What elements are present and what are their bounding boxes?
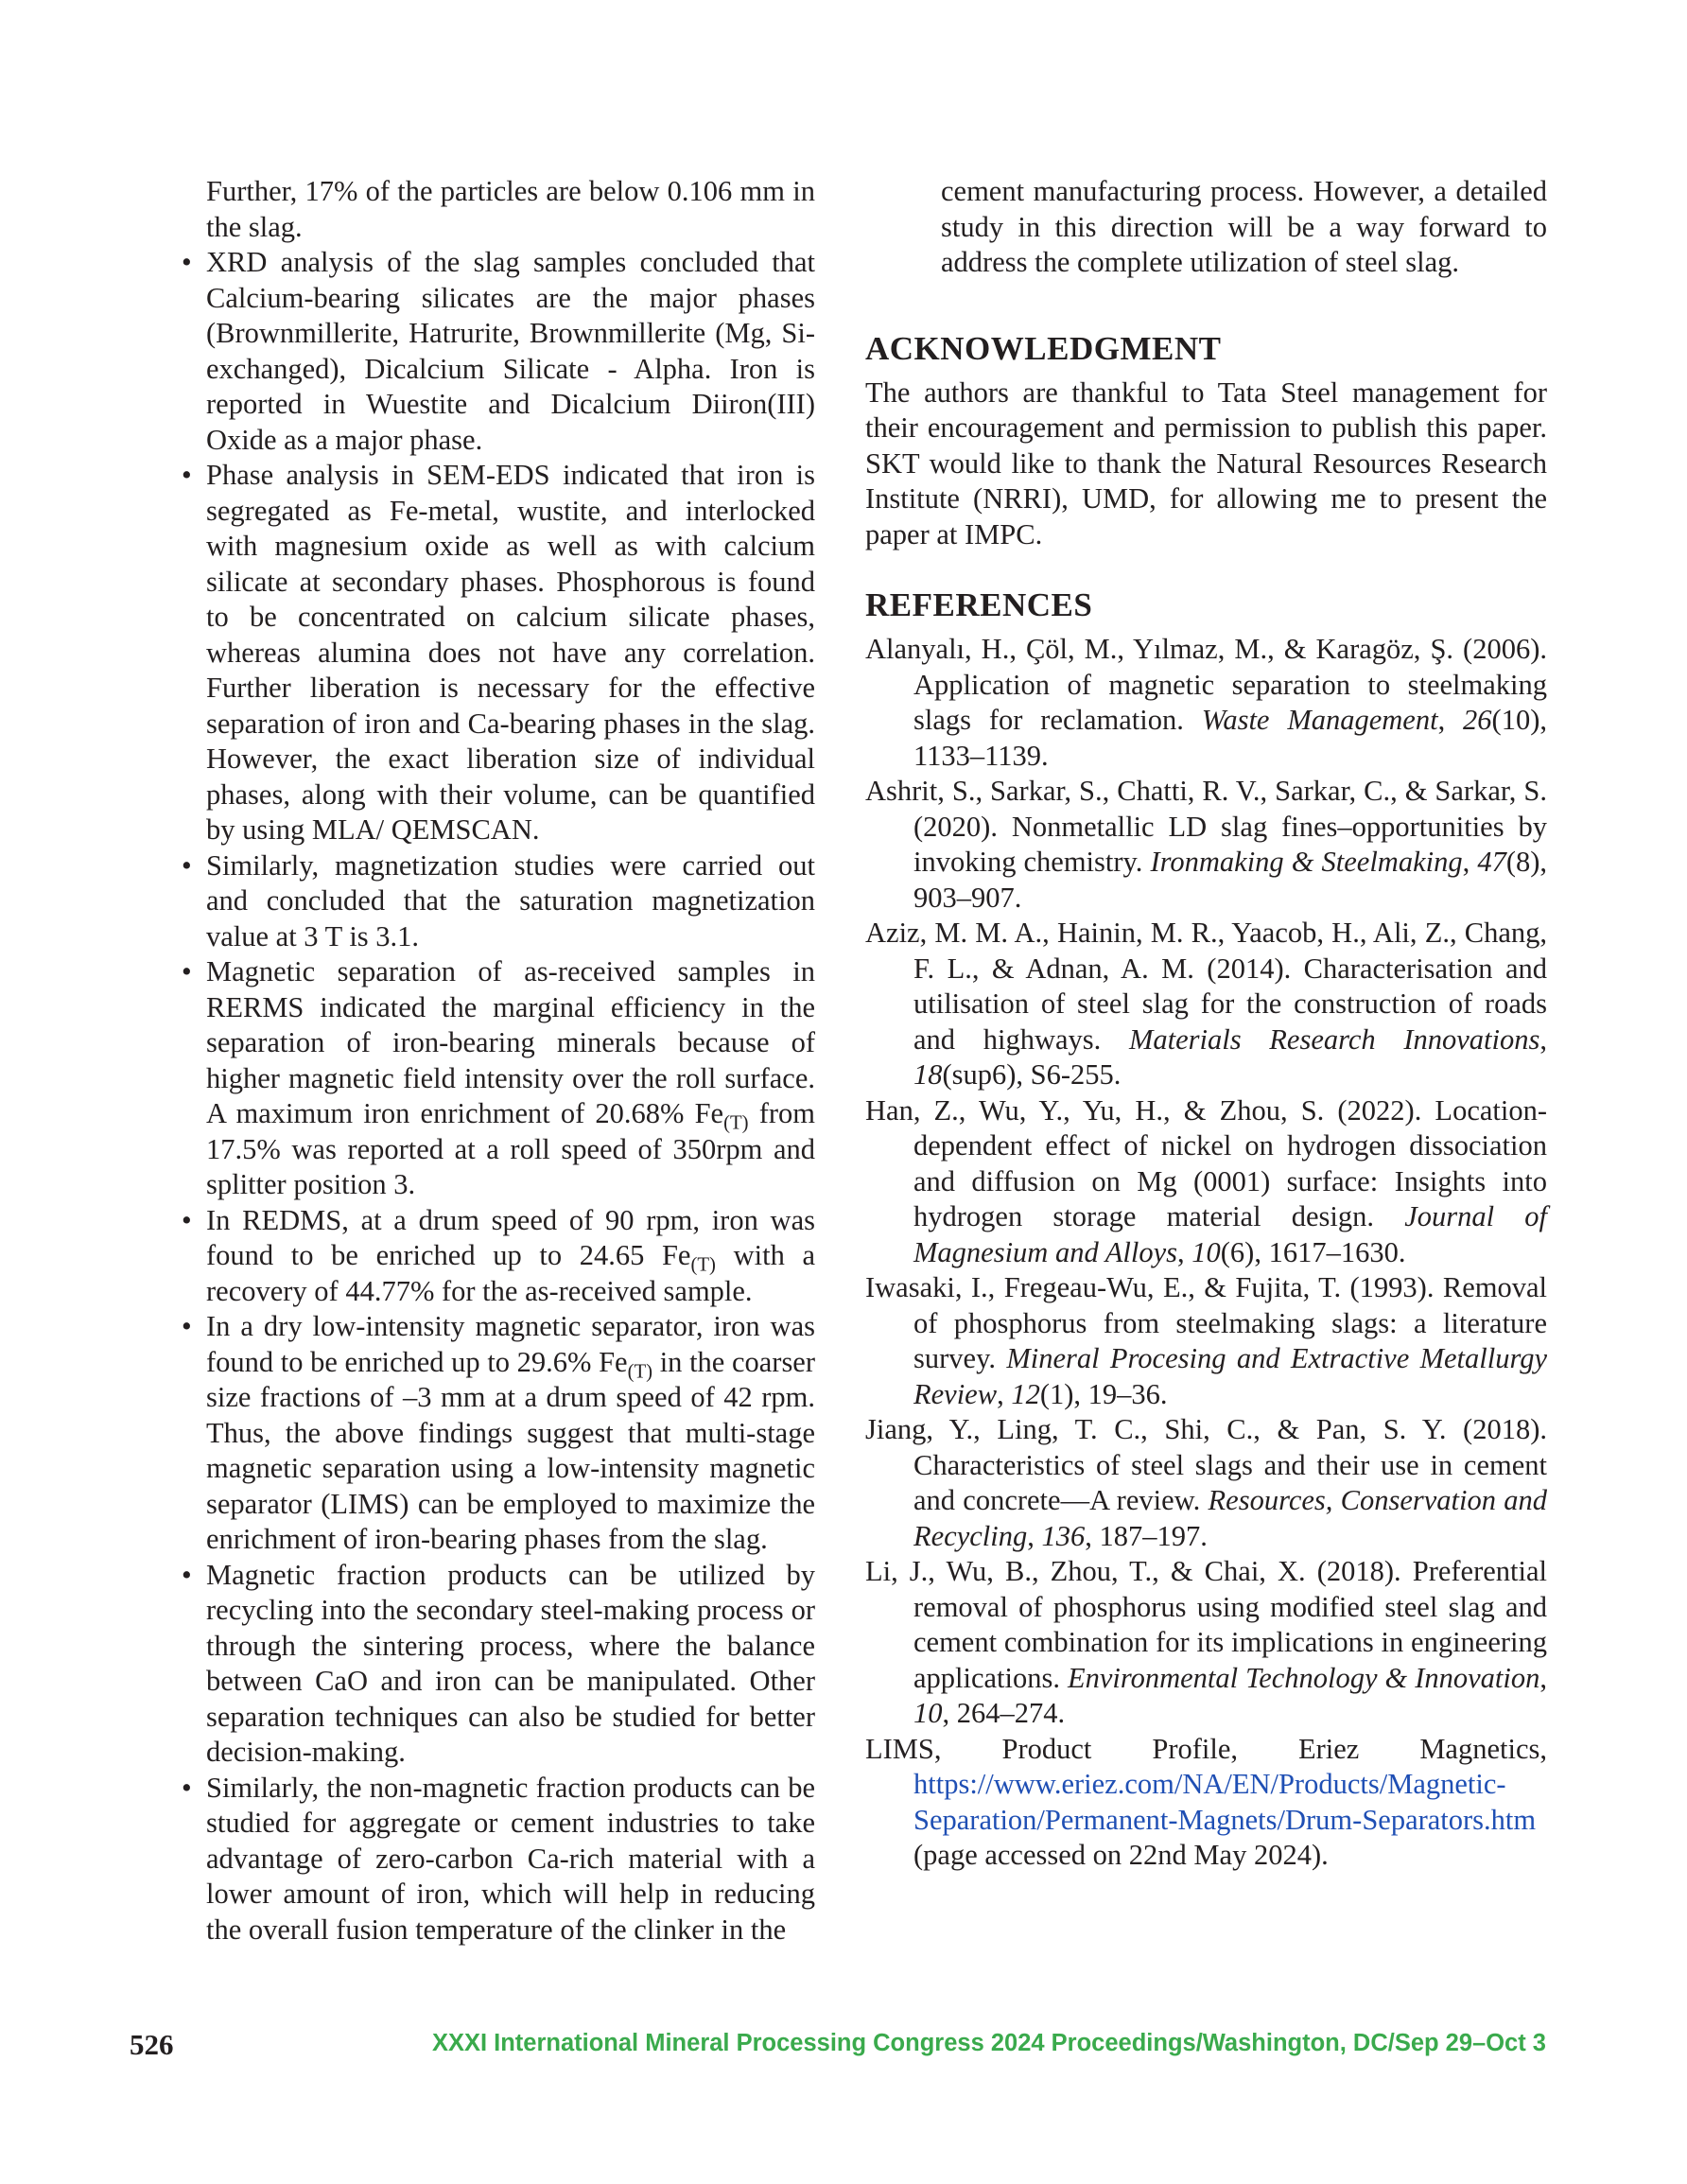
reference-item: LIMS, Product Profile, Eriez Magnetics, https://www.eriez.com/NA/EN/Products/Magnetic-Separation/Permanent-Magnets/Drum-Separators.htm (page accessed on 22nd May 2024).: [865, 1732, 1547, 1871]
intro-continuation: Further, 17% of the particles are below 0.106 mm in the slag.: [206, 175, 815, 243]
bullet-marker: •: [182, 1203, 192, 1236]
acknowledgment-heading: ACKNOWLEDGMENT: [865, 329, 1222, 367]
acknowledgment-text: The authors are thankful to Tata Steel management for their encouragement and permission to publish this paper. SKT would like to thank the Natural Resources Research Institute (NRRI), UMD, for allowing me to present the paper at IMPC.: [865, 376, 1547, 550]
list-item: • Similarly, magnetization studies were carried out and concluded that the saturation magnetization value at 3 T is 3.1.: [182, 848, 815, 952]
bullet-marker: •: [182, 459, 192, 491]
list-item: • Magnetic separation of as-received samples in RERMS indicated the marginal efficiency in the separation of iron-bearing minerals because of higher magnetic field intensity over the roll surface. A maximum iron enrichment of 20.68% $Fe_{(T)}$ from 17.5% was reported at a roll speed of 350rpm and splitter position 3.: [182, 955, 815, 1200]
references-list: [865, 632, 1547, 1874]
list-item: • In a dry low-intensity magnetic separator, iron was found to be enriched up to 29.6% $Fe_{(T)}$ in the coarser size fractions of –3 mm at a drum speed of 42 rpm. Thus, the above findings suggest that multi-stage magnetic separation using a low-intensity magnetic separator (LIMS) can be employed to maximize the enrichment of iron-bearing phases from the slag.: [182, 1310, 816, 1555]
bullet-marker: •: [182, 848, 192, 882]
page-number: 526: [130, 2028, 174, 2061]
left-column: [180, 174, 815, 1948]
list-item: • In REDMS, at a drum speed of 90 rpm, iron was found to be enriched up to 24.65 $Fe_{(T)}$ with a recovery of 44.77% for the as-received sample.: [182, 1203, 816, 1307]
list-item: • Similarly, the non-magnetic fraction products can be studied for aggregate or cement industries to take advantage of zero-carbon Ca-rich material with a lower amount of iron, which will help in reducing the overall fusion temperature of the clinker in the: [182, 1771, 815, 1946]
reference-item: Han, Z., Wu, Y., Yu, H., & Zhou, S. (2022). Location-dependent effect of nickel on hydrogen dissociation and diffusion on Mg (0001) surface: Insights into hydrogen storage material design. Journal of Magnesium and Alloys, 10(6), 1617–1630.: [865, 1093, 1547, 1268]
references-heading: REFERENCES: [865, 586, 1093, 623]
list-item: • XRD analysis of the slag samples concluded that Calcium-bearing silicates are the major phases (Brownmillerite, Hatrurite, Brownmillerite (Mg, Si-exchanged), Dicalcium Silicate - Alpha. Iron is reported in Wuestite and Dicalcium Diiron(III) Oxide as a major phase.: [182, 246, 815, 456]
reference-item: Jiang, Y., Ling, T. C., Shi, C., & Pan, S. Y. (2018). Characteristics of steel slags and their use in cement and concrete—A review. Resources, Conservation and Recycling, 136, 187–197.: [865, 1413, 1547, 1552]
reference-item: Iwasaki, I., Fregeau-Wu, E., & Fujita, T. (1993). Removal of phosphorus from steelmaking slags: a literature survey. Mineral Procesing and Extractive Metallurgy Review, 12(1), 19–36.: [865, 1271, 1547, 1410]
eriez-url-link[interactable]: https://www.eriez.com/NA/EN/Products/Magnetic-Separation/Permanent-Magnets/Drum-Separators.htm: [913, 1768, 1537, 1836]
bullet-marker: •: [182, 1558, 192, 1591]
reference-item: Li, J., Wu, B., Zhou, T., & Chai, X. (2018). Preferential removal of phosphorus using modified steel slag and cement combination for its implications in engineering applications. Environmental Technology & Innovation, 10, 264–274.: [865, 1555, 1547, 1729]
conference-footer: XXXI International Mineral Processing Congress 2024 Proceedings/Washington, DC/Sep 29–Oct 3: [431, 2030, 1546, 2056]
reference-item: Ashrit, S., Sarkar, S., Chatti, R. V., Sarkar, C., & Sarkar, S. (2020). Nonmetallic LD slag fines–opportunities by invoking chemistry. Ironmaking & Steelmaking, 47(8), 903–907.: [865, 775, 1548, 914]
bullet-marker: •: [182, 1771, 192, 1804]
reference-item: Aziz, M. M. A., Hainin, M. R., Yaacob, H., Ali, Z., Chang, F. L., & Adnan, A. M. (2014). Characterisation and utilisation of steel slag for the construction of roads and highways. Materials Research Innovations, 18(sup6), S6-255.: [865, 917, 1547, 1091]
reference-item: Alanyalı, H., Çöl, M., Yılmaz, M., & Karagöz, Ş. (2006). Application of magnetic separation to steelmaking slags for reclamation. Waste Management, 26(10), 1133–1139.: [865, 633, 1547, 772]
right-column: [865, 174, 1547, 1874]
bullet-marker: •: [182, 955, 192, 987]
conclusions-list: [180, 245, 815, 1948]
bullet-marker: •: [182, 1310, 192, 1342]
bullet-marker: •: [182, 246, 192, 278]
conclusion-continuation: cement manufacturing process. However, a detailed study in this direction will be a way forward to address the complete utilization of steel slag.: [941, 175, 1547, 278]
list-item: • Magnetic fraction products can be utilized by recycling into the secondary steel-making process or through the sintering process, where the balance between CaO and iron can be manipulated. Other separation techniques can also be studied for better decision-making.: [182, 1558, 815, 1768]
list-item: • Phase analysis in SEM-EDS indicated that iron is segregated as Fe-metal, wustite, and interlocked with magnesium oxide as well as with calcium silicate at secondary phases. Phosphorous is found to be concentrated on calcium silicate phases, whereas alumina does not have any correlation. Further liberation is necessary for the effective separation of iron and Ca-bearing phases in the slag. However, the exact liberation size of individual phases, along with their volume, can be quantified by using MLA/ QEMSCAN.: [182, 459, 815, 846]
